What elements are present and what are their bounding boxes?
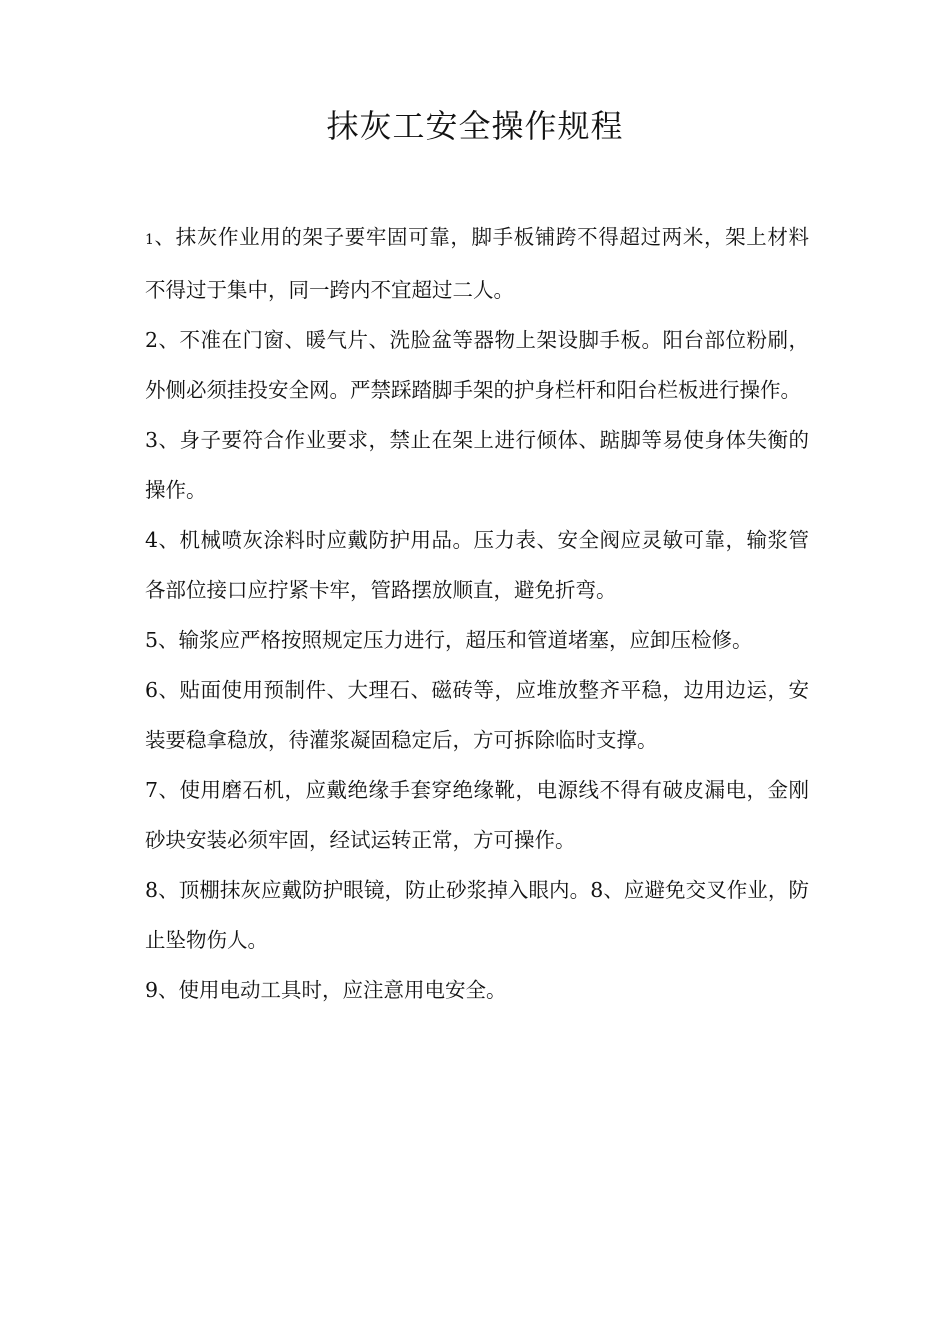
rule-item-4: 4、机械喷灰涂料时应戴防护用品。压力表、安全阀应灵敏可靠，输浆管各部位接口应拧紧卡牢，管路摆放顺直，避免折弯。 <box>145 528 809 602</box>
rule-item-1-text: 、抹灰作业用的架子要牢固可靠，脚手板铺跨不得超过两米，架上材料不得过于集中，同一跨内不宜超过二人。 <box>145 225 809 302</box>
rule-item-1 <box>145 212 809 315</box>
rule-item-1-number: 1 <box>145 232 154 248</box>
rule-item-3: 3、身子要符合作业要求，禁止在架上进行倾体、踮脚等易使身体失衡的操作。 <box>145 428 809 502</box>
rule-item-8: 8、顶棚抹灰应戴防护眼镜，防止砂浆掉入眼内。8、应避免交叉作业，防止坠物伤人。 <box>145 878 809 952</box>
rule-item-5: 5、输浆应严格按照规定压力进行，超压和管道堵塞，应卸压检修。 <box>145 628 753 652</box>
rules-list <box>145 212 809 1015</box>
rule-item-9: 9、使用电动工具时，应注意用电安全。 <box>145 978 507 1002</box>
rule-item-2: 2、不准在门窗、暖气片、洗脸盆等器物上架设脚手板。阳台部位粉刷，外侧必须挂投安全网。严禁踩踏脚手架的护身栏杆和阳台栏板进行操作。 <box>145 328 809 402</box>
rule-item-6: 6、贴面使用预制件、大理石、磁砖等，应堆放整齐平稳，边用边运，安装要稳拿稳放，待灌浆凝固稳定后，方可拆除临时支撑。 <box>145 678 809 752</box>
rule-item-7: 7、使用磨石机，应戴绝缘手套穿绝缘靴，电源线不得有破皮漏电，金刚砂块安装必须牢固，经试运转正常，方可操作。 <box>145 778 809 852</box>
document-title: 抹灰工安全操作规程 <box>326 107 624 145</box>
